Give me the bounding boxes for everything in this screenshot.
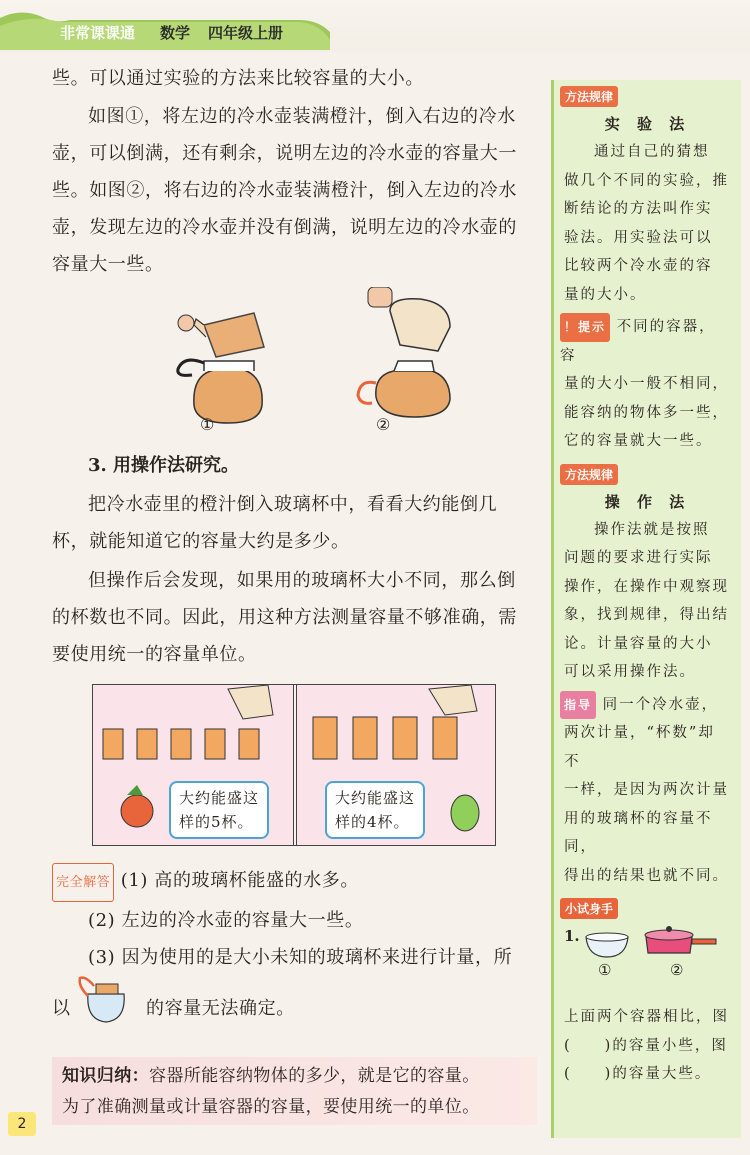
side-text-line: 可以采用操作法。 [564, 664, 696, 680]
exercise-label-2: ② [670, 961, 684, 979]
subject-label: 数学 [160, 24, 191, 42]
side-text-line: 量的大小。 [564, 286, 647, 303]
answer-block [52, 862, 544, 1032]
side-text-line: 用的玻璃杯的容量不同， [564, 810, 713, 855]
text-line: 杯，就能知道它的容量大约是多少。 [52, 531, 350, 552]
guide-text-first: 同一个冷水壶， [602, 696, 719, 713]
text-line: 要使用统一的容量单位。 [52, 644, 257, 665]
side-text-line: 验法。用实验法可以 [564, 229, 713, 246]
text-line: 的杯数也不同。因此，用这种方法测量容量不够准确，需 [52, 607, 517, 628]
tip-tag: ！提示 [560, 313, 610, 342]
knowledge-summary [52, 1057, 537, 1125]
method-title-operation: 操 作 法 [604, 492, 691, 511]
text-line: 些。如图②，将右边的冷水壶装满橙汁，倒入左边的冷水 [52, 180, 517, 201]
text-line: 如图①，将左边的冷水壶装满橙汁，倒入右边的冷水 [88, 106, 516, 127]
bowl-icon [584, 929, 630, 959]
grade-label: 四年级上册 [208, 24, 284, 42]
paragraph-intro: 些。可以通过实验的方法来比较容量的大小。 [52, 68, 424, 89]
pouring-figure-2 [350, 287, 460, 427]
exercise-label-1: ① [598, 961, 612, 979]
side-text-line [554, 313, 741, 370]
text-line: 容量大一些。 [52, 254, 164, 275]
panel-divider [293, 685, 297, 845]
side-text-line: 它的容量就大一些。 [564, 433, 713, 449]
side-text-line: 问题的要求进行实际 [564, 550, 713, 566]
kettle-icon [76, 972, 132, 1024]
brand-title: 非常课课通 [60, 24, 136, 42]
pot-icon [642, 923, 718, 957]
try-tag: 小试身手 [560, 898, 618, 919]
summary-text-1: 容器所能容纳物体的多少，就是它的容量。 [149, 1066, 480, 1086]
answer-3-text-a: 以 [52, 998, 71, 1019]
text-line: 壶，可以倒满，还有剩余，说明左边的冷水壶的容量大一 [52, 143, 517, 164]
guide-tag: 指导 [560, 691, 596, 720]
main-column [52, 60, 544, 673]
side-text-line: 两次计量，“杯数”却不 [564, 725, 715, 770]
side-text-line: 论。计量容量的大小 [564, 635, 713, 652]
exercise-question [554, 1003, 741, 1089]
side-text-line: 得出的结果也就不同。 [564, 867, 729, 884]
answer-1-text: (1) 高的玻璃杯能盛的水多。 [120, 870, 359, 891]
section-3-title: 3. 用操作法研究。 [88, 455, 240, 476]
page-number: 2 [8, 1112, 36, 1136]
side-text-line: 量的大小一般不相同， [564, 376, 729, 392]
side-text-line: 做几个不同的实验，推 [564, 172, 729, 189]
side-text-line: 通过自己的猜想 [594, 144, 710, 160]
method-tag-1: 方法规律 [560, 86, 618, 107]
answer-3-text-b: 的容量无法确定。 [146, 998, 295, 1019]
figure-2-label: ② [376, 415, 391, 434]
method-tag-2: 方法规律 [560, 464, 618, 485]
side-text-line: 断结论的方法叫作实 [564, 201, 713, 217]
bubble-text-line: 大约能盛这 [335, 789, 416, 807]
speech-bubble-left [169, 781, 269, 839]
guide-block [554, 691, 741, 891]
answer-2: (2) 左边的冷水壶的容量大一些。 [88, 910, 364, 931]
answer-3-line2 [52, 990, 544, 1032]
side-text-line: 比较两个冷水壶的容 [564, 258, 713, 274]
cups-comparison-panel [92, 684, 496, 846]
method-text-operation [554, 516, 741, 687]
side-text-line: ( )的容量大些。 [564, 1066, 712, 1082]
figure-1-label: ① [200, 415, 215, 434]
summary-line-2: 为了准确测量或计量容器的容量，要使用统一的单位。 [62, 1097, 480, 1117]
answer-1 [52, 862, 544, 902]
answer-tag: 完全解答 [52, 863, 114, 902]
answer-3-line1: (3) 因为使用的是大小未知的玻璃杯来进行计量，所 [88, 947, 513, 968]
exercise-number: 1. [564, 927, 580, 945]
side-text-line [554, 691, 741, 720]
side-text-line: 一样，是因为两次计量 [564, 782, 729, 798]
text-line: 但操作后会发现，如果用的玻璃杯大小不同，那么倒 [88, 570, 516, 591]
paragraph-operation [52, 486, 544, 560]
side-text-line: 能容纳的物体多一些， [564, 404, 729, 421]
bubble-text-line: 样的5杯。 [179, 813, 254, 831]
side-text-line: 上面两个容器相比，图 [564, 1009, 729, 1025]
page-header [0, 0, 750, 52]
exercise-block [554, 919, 741, 1003]
summary-label: 知识归纳： [62, 1066, 149, 1086]
pouring-figure-1 [164, 295, 274, 425]
summary-line-1 [62, 1061, 527, 1092]
paragraph-conclusion [52, 562, 544, 673]
text-line: 把冷水壶里的橙汁倒入玻璃杯中，看看大约能倒几 [88, 494, 498, 515]
method-title-experiment: 实 验 法 [604, 115, 691, 133]
side-text-line: 象，找到规律，得出结 [564, 607, 729, 623]
bubble-text-line: 样的4杯。 [335, 813, 410, 831]
paragraph-experiment [52, 98, 544, 283]
side-text-line: ( )的容量小些，图 [564, 1037, 728, 1054]
sidebar-notes [551, 80, 741, 1138]
method-text-experiment [554, 138, 741, 309]
text-line: 壶，发现左边的冷水壶并没有倒满，说明左边的冷水壶的 [52, 217, 517, 238]
bubble-text-line: 大约能盛这 [179, 789, 260, 807]
pouring-figures [52, 283, 544, 443]
side-text-line: 操作，在操作中观察现 [564, 578, 729, 595]
side-text-line: 操作法就是按照 [594, 521, 710, 538]
tip-text-first: 不同的容器，容 [560, 319, 716, 364]
speech-bubble-right [325, 781, 425, 839]
tip-block [554, 313, 741, 456]
